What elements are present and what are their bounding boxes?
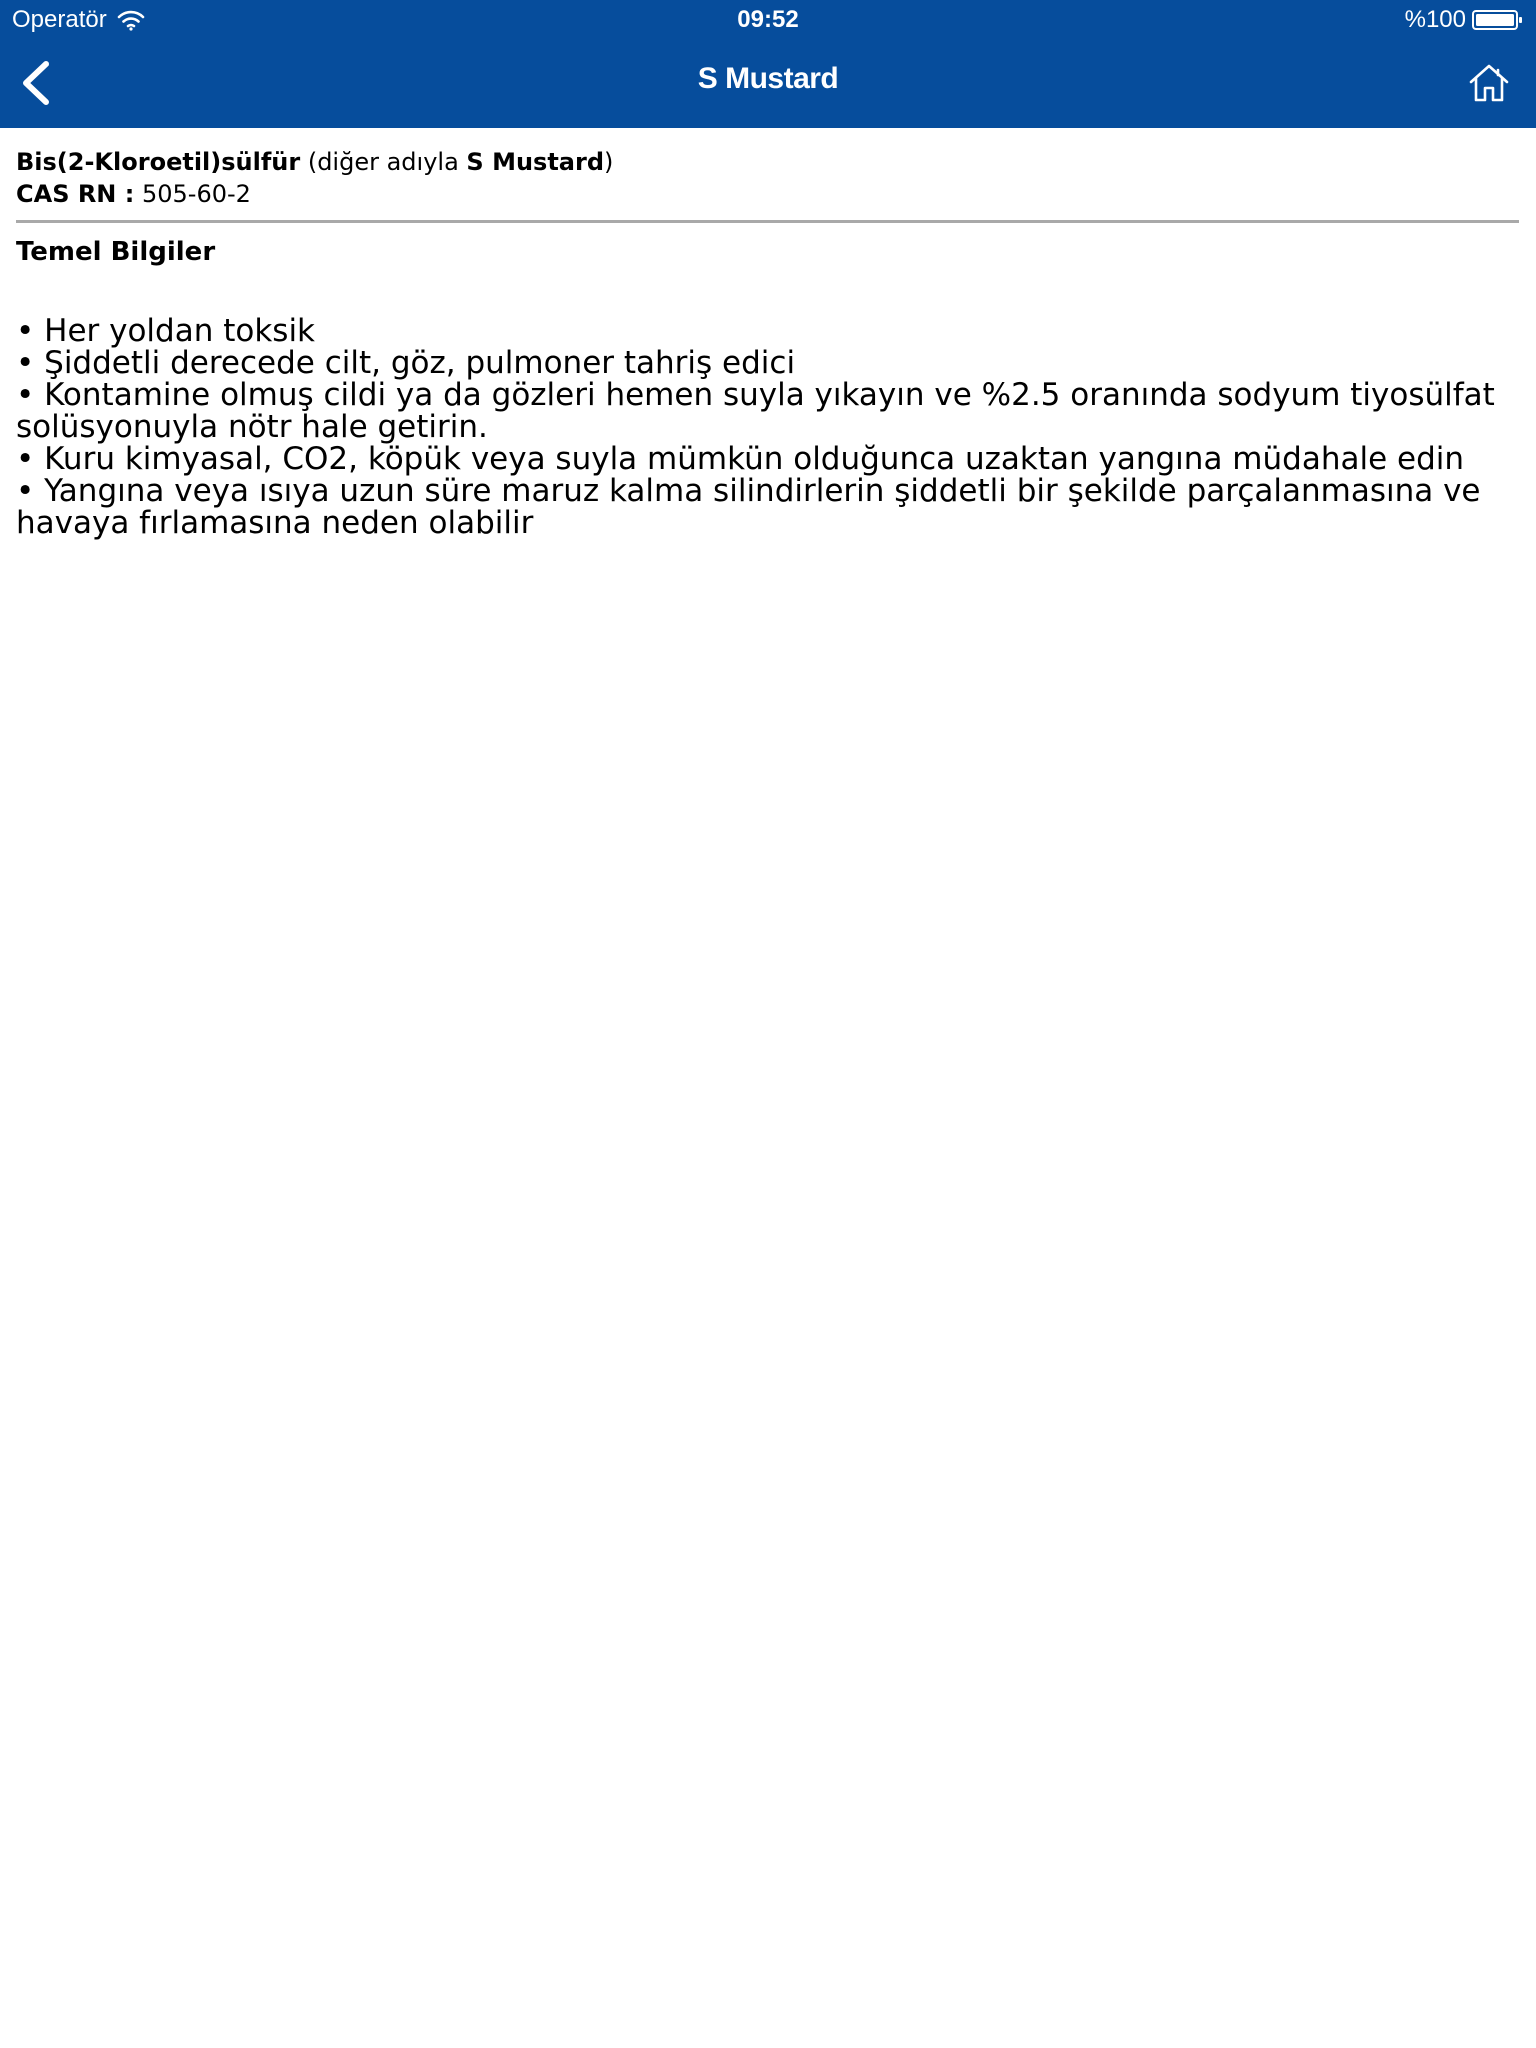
battery-icon bbox=[1472, 8, 1524, 32]
bullet-list bbox=[16, 315, 1520, 539]
cas-value: 505-60-2 bbox=[134, 180, 251, 208]
content-area bbox=[16, 128, 1520, 539]
list-item: • Şiddetli derecede cilt, göz, pulmoner tahriş edici bbox=[16, 345, 796, 381]
compound-name: Bis(2-Kloroetil)sülfür bbox=[16, 148, 301, 176]
status-right bbox=[1405, 6, 1524, 34]
section-title: Temel Bilgiler bbox=[16, 237, 216, 267]
list-item: • Her yoldan toksik bbox=[16, 313, 316, 349]
compound-alias: S Mustard bbox=[466, 148, 604, 176]
cas-label: CAS RN : bbox=[16, 180, 135, 208]
battery-percentage: %100 bbox=[1404, 6, 1466, 33]
alias-prefix: (diğer adıyla bbox=[300, 148, 467, 176]
status-bar bbox=[0, 0, 1536, 40]
list-item: • Kuru kimyasal, CO2, köpük veya suyla mümkün olduğunca uzaktan yangına müdahale edin bbox=[16, 441, 1465, 477]
page-title: S Mustard bbox=[697, 62, 839, 95]
cas-line bbox=[16, 178, 1520, 210]
home-icon bbox=[1464, 58, 1514, 108]
top-bar bbox=[0, 0, 1536, 128]
status-time: 09:52 bbox=[737, 6, 799, 33]
compound-name-line bbox=[16, 146, 1520, 178]
list-item: • Yangına veya ısıya uzun süre maruz kalma silindirlerin şiddetli bir şekilde parçalanmasına ve havaya fırlamasına neden olabilir bbox=[16, 473, 1481, 541]
home-button[interactable] bbox=[1464, 58, 1514, 108]
navigation-bar bbox=[0, 40, 1536, 128]
list-item: • Kontamine olmuş cildi ya da gözleri hemen suyla yıkayın ve %2.5 oranında sodyum tiyosülfat solüsyonuyla nötr hale getirin. bbox=[16, 377, 1495, 445]
carrier-label: Operatör bbox=[12, 6, 107, 33]
alias-suffix: ) bbox=[604, 148, 614, 176]
divider bbox=[16, 220, 1519, 223]
